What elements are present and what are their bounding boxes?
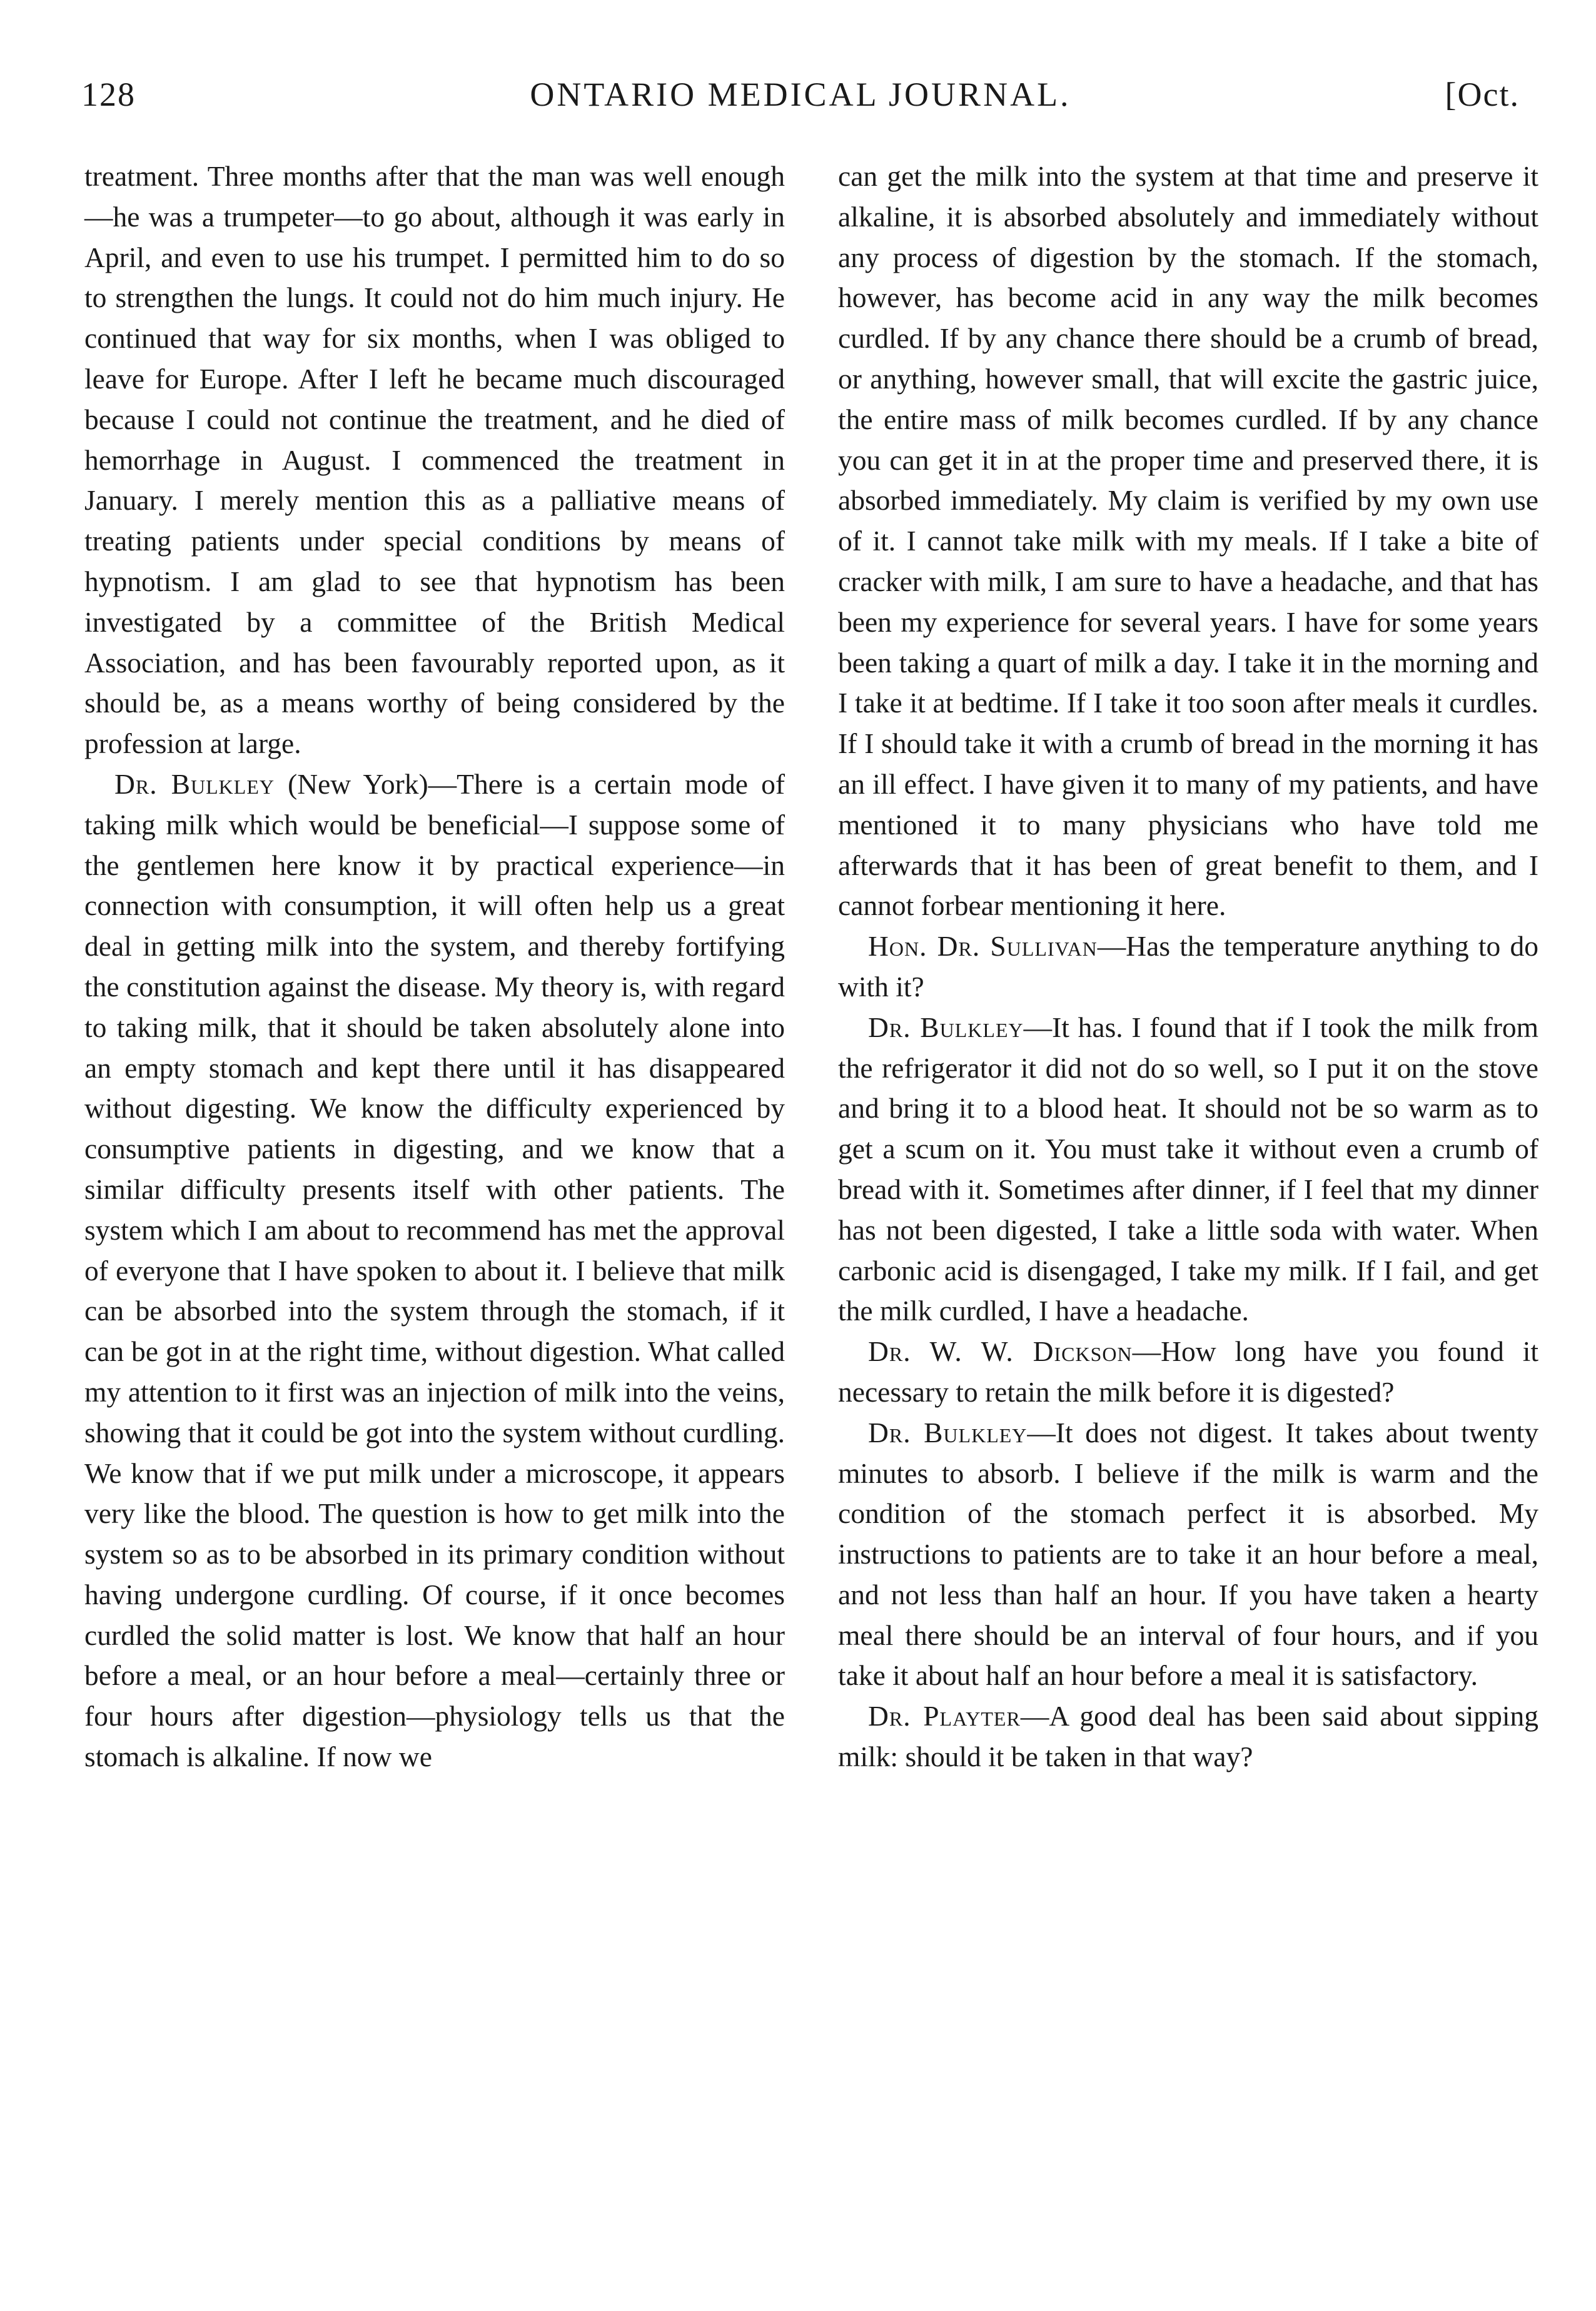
speaker-name: Dr. Bulkley	[114, 767, 275, 800]
paragraph	[838, 1696, 1538, 1777]
paragraph	[84, 764, 785, 1777]
speaker-name: Hon. Dr. Sullivan	[868, 930, 1098, 963]
paragraph	[838, 156, 1538, 926]
running-header	[81, 75, 1520, 119]
speaker-name: Dr. Bulkley	[868, 1416, 1028, 1449]
journal-title: ONTARIO MEDICAL JOURNAL.	[530, 76, 1071, 113]
page-number: 128	[81, 76, 136, 113]
paragraph-text: can get the milk into the system at that time and preserve it alkaline, it is absorbed absolutely and immediately without any process of digestion by the stomach. If the stomach, however, has become acid in any way the milk becomes curdled. If by any chance there should be a crumb of bread, or anything, however small, that will excite the gastric juice, the entire mass of milk becomes curdled. If by any chance you can get it in at the proper time and preserved there, it is absorbed immediately. My claim is verified by my own use of it. I cannot take milk with my meals. If I take a bite of cracker with milk, I am sure to have a headache, and that has been my experience for several years. I have for some years been taking a quart of milk a day. I take it in the morning and I take it at bedtime. If I take it too soon after meals it curdles. If I should take it with a crumb of bread in the morning it has an ill effect. I have given it to many of my patients, and have mentioned it to many physicians who have told me afterwards that it has been of great benefit to them, and I cannot forbear mentioning it here.	[838, 160, 1538, 922]
speaker-name: Dr. Bulkley	[868, 1011, 1024, 1043]
paragraph-text: (New York)—There is a certain mode of taking milk which would be beneficial—I suppose some of the gentlemen here know it by practical experience—in connection with consumption, it will often help us a great deal in getting milk into the system, and thereby fortifying the constitution against the disease. My theory is, with regard to taking milk, that it should be taken absolutely alone into an empty stomach and kept there until it has disappeared without digesting. We know the difficulty experienced by consumptive patients in digesting, and we know that a similar difficulty presents itself with other patients. The system which I am about to recommend has met the approval of everyone that I have spoken to about it. I believe that milk can be absorbed into the system through the stomach, if it can be got in at the right time, without digestion. What called my attention to it first was an injection of milk into the veins, showing that it could be got into the system without curdling. We know that if we put milk under a microscope, it appears very like the blood. The question is how to get milk into the system so as to be absorbed in its primary condition without having undergone curdling. Of course, if it once becomes curdled the solid matter is lost. We know that half an hour before a meal, or an hour before a meal—certainly three or four hours after digestion—physiology tells us that the stomach is alkaline. If now we	[84, 767, 785, 1773]
paragraph-text: —How long have you found it necessary to retain the milk before it is digested?	[838, 1335, 1538, 1408]
speaker-name: Dr. Playter	[868, 1700, 1021, 1732]
paragraph-text: —Has the temperature anything to do with it?	[838, 930, 1538, 1003]
issue-month: [Oct.	[1445, 76, 1520, 113]
paragraph	[838, 1332, 1538, 1413]
right-column	[838, 156, 1538, 1777]
paragraph-text: —It does not digest. It takes about twenty minutes to absorb. I believe if the milk is warm and the condition of the stomach perfect it is absorbed. My instructions to patients are to take it an hour before a meal, and not less than half an hour. If you have taken a hearty meal there should be an interval of four hours, and if you take it about half an hour before a meal it is satisfactory.	[838, 1416, 1538, 1692]
paragraph-text: —It has. I found that if I took the milk from the refrigerator it did not do so well, so I put it on the stove and bring it to a blood heat. It should not be so warm as to get a scum on it. You must take it without even a crumb of bread with it. Sometimes after dinner, if I feel that my dinner has not been digested, I take a little soda with water. When carbonic acid is disengaged, I take my milk. If I fail, and get the milk curdled, I have a headache.	[838, 1011, 1538, 1327]
paragraph	[838, 1008, 1538, 1332]
speaker-name: Dr. W. W. Dickson	[868, 1335, 1133, 1368]
left-column	[84, 156, 785, 1777]
paragraph	[838, 1413, 1538, 1697]
paragraph-text: —A good deal has been said about sipping milk: should it be taken in that way?	[838, 1700, 1538, 1773]
paragraph-text: treatment. Three months after that the man was well enough—he was a trumpeter—to go about, although it was early in April, and even to use his trumpet. I permitted him to do so to strengthen the lungs. It could not do him much injury. He continued that way for six months, when I was obliged to leave for Europe. After I left he became much discouraged because I could not continue the treatment, and he died of hemorrhage in August. I commenced the treatment in January. I merely mention this as a palliative means of treating patients under special conditions by means of hypnotism. I am glad to see that hypnotism has been investigated by a committee of the British Medical Association, and has been favourably reported upon, as it should be, as a means worthy of being considered by the profession at large.	[84, 160, 785, 760]
paragraph	[84, 156, 785, 764]
paragraph	[838, 926, 1538, 1008]
